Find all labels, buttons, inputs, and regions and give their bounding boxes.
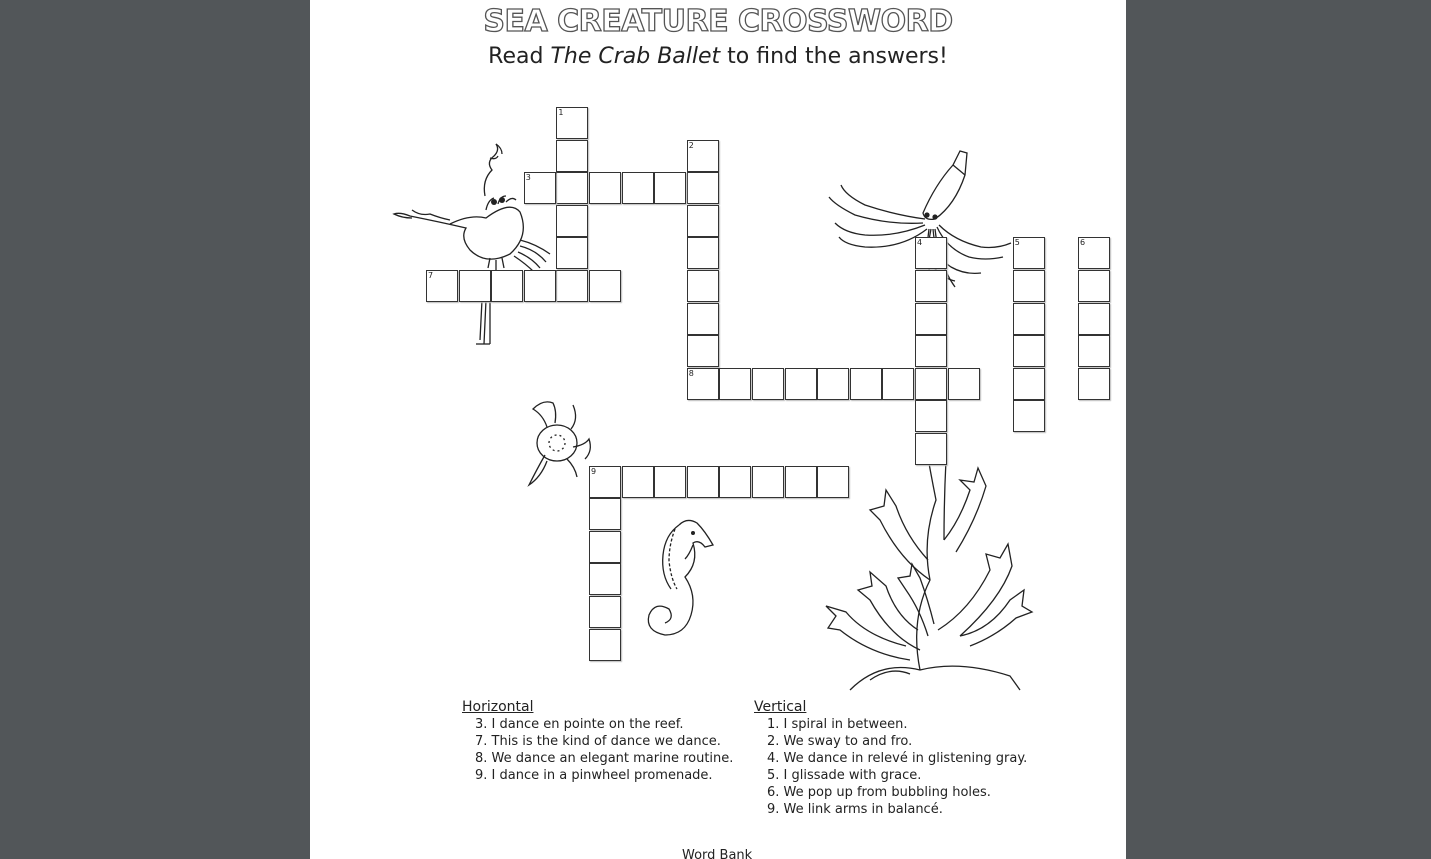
subtitle-prefix: Read (488, 44, 544, 69)
crossword-cell[interactable] (556, 237, 588, 269)
crossword-cell[interactable] (1078, 270, 1110, 302)
horizontal-clues (462, 699, 733, 784)
clue-number-label: 9 (591, 466, 597, 476)
crossword-cell[interactable] (589, 172, 621, 204)
crossword-cell[interactable] (589, 629, 621, 661)
crossword-cell[interactable] (752, 466, 784, 498)
crossword-cell[interactable] (948, 368, 980, 400)
clue-number-label: 1 (558, 108, 564, 117)
crossword-cell[interactable] (915, 335, 947, 367)
clue-number-label: 8 (688, 368, 694, 378)
crossword-cell[interactable] (719, 466, 751, 498)
crossword-cell[interactable] (1078, 368, 1110, 400)
crossword-cell[interactable] (654, 172, 686, 204)
crossword-cell[interactable] (556, 172, 588, 204)
crossword-cell[interactable] (1013, 368, 1045, 400)
sea-turtle-illustration (523, 395, 598, 490)
book-title: The Crab Ballet (550, 44, 721, 69)
clue-number-label: 6 (1080, 238, 1086, 248)
clue-number-label: 4 (917, 238, 923, 248)
crossword-cell[interactable] (687, 335, 719, 367)
crossword-cell[interactable] (1013, 400, 1045, 432)
horizontal-heading: Horizontal (462, 699, 534, 715)
crossword-cell[interactable] (1078, 303, 1110, 335)
crossword-cell[interactable] (752, 368, 784, 400)
crossword-cell[interactable] (915, 400, 947, 432)
clue-item: 8. We dance an elegant marine routine. (475, 751, 734, 766)
clue-item: 7. This is the kind of dance we dance. (475, 734, 721, 749)
crossword-cell[interactable] (524, 270, 556, 302)
crossword-cell[interactable] (687, 466, 719, 498)
crossword-cell[interactable] (785, 368, 817, 400)
crossword-cell[interactable] (622, 172, 654, 204)
crossword-cell[interactable] (589, 596, 621, 628)
crossword-cell[interactable] (785, 466, 817, 498)
crossword-cell[interactable] (915, 368, 947, 400)
clue-item: 5. I glissade with grace. (767, 768, 922, 783)
word-bank-heading: Word Bank (682, 848, 753, 859)
clue-item: 9. We link arms in balancé. (767, 802, 943, 817)
crossword-cell[interactable] (556, 205, 588, 237)
crossword-cell[interactable] (556, 270, 588, 302)
crossword-cell[interactable] (589, 270, 621, 302)
seahorse-illustration (635, 515, 725, 640)
page-title: SEA CREATURE CROSSWORD (483, 4, 953, 39)
crossword-cell[interactable] (817, 466, 849, 498)
crossword-cell[interactable] (687, 172, 719, 204)
clue-number-label: 5 (1014, 238, 1020, 248)
clue-number-label: 2 (688, 140, 694, 150)
crossword-cell[interactable] (719, 368, 751, 400)
crossword-cell[interactable] (882, 368, 914, 400)
vertical-heading: Vertical (754, 699, 807, 715)
crossword-cell[interactable] (589, 563, 621, 595)
crossword-cell[interactable] (1013, 303, 1045, 335)
subtitle-suffix: to find the answers! (727, 44, 948, 69)
crossword-cell[interactable] (1013, 270, 1045, 302)
crossword-cell[interactable] (687, 205, 719, 237)
crossword-cell[interactable] (687, 270, 719, 302)
crossword-cell[interactable] (1013, 335, 1045, 367)
squid-illustration (805, 145, 1015, 320)
crossword-cell[interactable] (491, 270, 523, 302)
crossword-cell[interactable] (589, 531, 621, 563)
crossword-cell[interactable] (459, 270, 491, 302)
crossword-cell[interactable] (687, 303, 719, 335)
clue-item: 4. We dance in relevé in glistening gray. (767, 751, 1028, 766)
crossword-cell[interactable] (850, 368, 882, 400)
clue-item: 1. I spiral in between. (767, 717, 908, 732)
clue-number-label: 7 (428, 271, 434, 280)
clue-number-label: 3 (525, 173, 531, 183)
crossword-cell[interactable] (915, 433, 947, 465)
worksheet-page (310, 0, 1126, 859)
crossword-cell[interactable] (915, 303, 947, 335)
crossword-cell[interactable] (687, 237, 719, 269)
clue-item: 9. I dance in a pinwheel promenade. (475, 768, 713, 783)
clue-item: 2. We sway to and fro. (767, 734, 913, 749)
crossword-cell[interactable] (1078, 335, 1110, 367)
clue-item: 3. I dance en pointe on the reef. (475, 717, 684, 732)
vertical-clues (754, 699, 1027, 818)
crossword-cell[interactable] (654, 466, 686, 498)
crossword-cell[interactable] (622, 466, 654, 498)
crossword-cell[interactable] (817, 368, 849, 400)
clue-item: 6. We pop up from bubbling holes. (767, 785, 991, 800)
crossword-cell[interactable] (556, 140, 588, 172)
page-subtitle (310, 44, 1126, 69)
crossword-cell[interactable] (915, 270, 947, 302)
crossword-cell[interactable] (589, 498, 621, 530)
